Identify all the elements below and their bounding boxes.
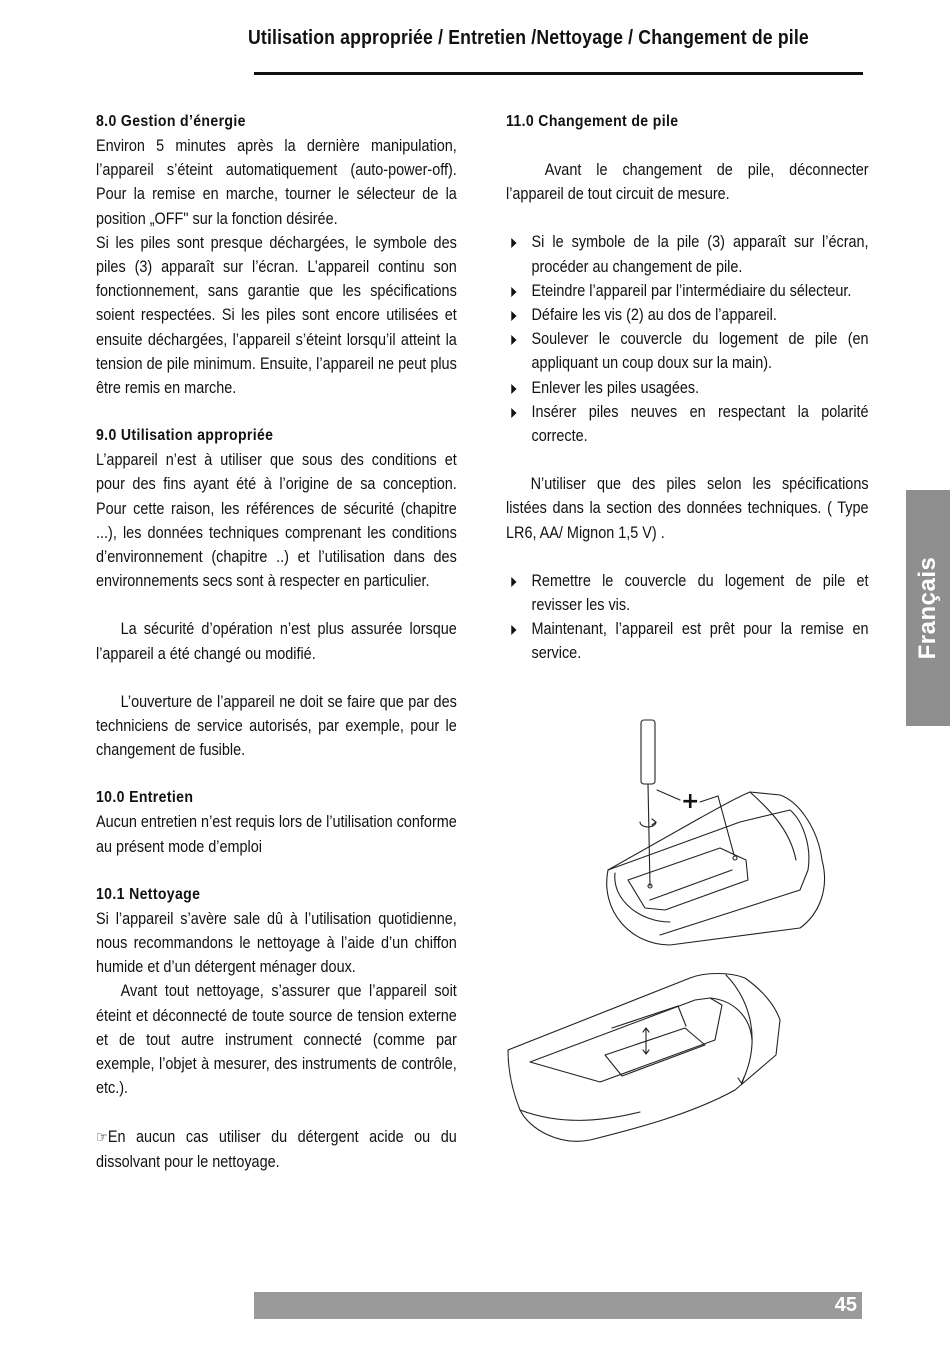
section-8-paragraph-1: Environ 5 minutes après la dernière manipulation, l’appareil s’éteint automatiquement (auto-power-off). Pour la remise en marche, tourner le sélecteur de la position „OFF" sur la fonction désirée. bbox=[96, 137, 457, 228]
triangle-right-icon bbox=[511, 384, 516, 394]
triangle-right-icon bbox=[511, 625, 516, 635]
list-item: Soulever le couvercle du logement de pile (en appliquant un coup doux sur la main). bbox=[506, 327, 869, 375]
language-tab-label: Français bbox=[914, 556, 941, 660]
footer-bar bbox=[254, 1292, 862, 1319]
triangle-right-icon bbox=[511, 287, 516, 297]
list-item: Maintenant, l’appareil est prêt pour la remise en service. bbox=[506, 617, 869, 665]
plus-label: + bbox=[681, 789, 700, 814]
section-11-intro: Avant le changement de pile, déconnecter l’appareil de tout circuit de mesure. bbox=[506, 161, 869, 204]
section-9-paragraph-2: La sécurité d’opération n’est plus assurée lorsque l’appareil a été changé ou modifié. bbox=[96, 620, 457, 663]
section-8-paragraph-2: Si les piles sont presque déchargées, le symbole des piles (3) apparaît sur l’écran. L’appareil continu son fonctionnement, sans garantie que les spécifications soient respectées. Si les piles sont encore utilisées et ensuite déchargées, l’appareil s’éteint lorsqu’il atteint la tension de pile minimum. Ensuite, l’appareil ne peut plus être remis en marche. bbox=[96, 233, 457, 398]
section-10-1-paragraph-2: Avant tout nettoyage, s’assurer que l’appareil soit éteint et déconnecté de toute source de tension externe et de tout autre instrument connecté (comme par exemple, l’objet à mesurer, des instruments de contrôle, etc.). bbox=[96, 982, 457, 1098]
cleaning-warning-text: En aucun cas utiliser du détergent acide ou du dissolvant pour le nettoyage. bbox=[96, 1127, 457, 1171]
pointing-hand-icon: ☞ bbox=[96, 1128, 108, 1146]
section-11-title: 11.0 Changement de pile bbox=[506, 113, 679, 130]
triangle-right-icon bbox=[511, 311, 516, 321]
section-10-paragraph: Aucun entretien n’est requis lors de l’utilisation conforme au présent mode d’emploi bbox=[96, 813, 457, 856]
list-item: Si le symbole de la pile (3) apparaît sur l’écran, procéder au changement de pile. bbox=[506, 230, 869, 278]
triangle-right-icon bbox=[511, 408, 516, 418]
page-header-title: Utilisation appropriée / Entretien /Nettoyage / Changement de pile bbox=[248, 26, 809, 49]
list-item: Insérer piles neuves en respectant la polarité correcte. bbox=[506, 400, 869, 448]
battery-steps-list-1 bbox=[506, 230, 869, 448]
section-10-title: 10.0 Entretien bbox=[96, 789, 194, 807]
left-column bbox=[96, 110, 456, 1174]
section-9-paragraph-1: L’appareil n’est à utiliser que sous des conditions et pour des fins ayant été à l’origine de sa conception. Pour cette raison, les références de sécurité (chapitre ...), les données techniques comprenant les conditions d’environnement (chapitre ..) et l’utilisation dans des environnements secs sont à respecter en particulier. bbox=[96, 451, 457, 591]
list-item: Remettre le couvercle du logement de pile et revisser les vis. bbox=[506, 569, 869, 617]
cleaning-warning-note bbox=[96, 1125, 457, 1174]
battery-change-illustration bbox=[500, 710, 870, 1170]
section-10-1-title: 10.1 Nettoyage bbox=[96, 885, 201, 903]
list-item: Eteindre l’appareil par l’intermédiaire du sélecteur. bbox=[506, 279, 869, 303]
battery-spec-note: N’utiliser que des piles selon les spécifications listées dans la section des données techniques. ( Type LR6, AA/ Mignon 1,5 V) . bbox=[506, 475, 869, 542]
triangle-right-icon bbox=[511, 577, 516, 587]
language-tab bbox=[906, 490, 950, 726]
section-10-1-paragraph-1: Si l’appareil s’avère sale dû à l’utilisation quotidienne, nous recommandons le nettoyage à l’aide d’un chiffon humide et d’un détergent ménager doux. bbox=[96, 909, 457, 977]
section-8-title: 8.0 Gestion d’énergie bbox=[96, 113, 246, 130]
header-rule bbox=[254, 72, 863, 75]
right-column bbox=[506, 110, 868, 666]
triangle-right-icon bbox=[511, 335, 516, 345]
list-item: Enlever les piles usagées. bbox=[506, 376, 869, 400]
section-9-paragraph-3: L’ouverture de l’appareil ne doit se faire que par des techniciens de service autorisés, par exemple, pour le changement de fusible. bbox=[96, 692, 457, 760]
list-item: Défaire les vis (2) au dos de l’appareil. bbox=[506, 303, 869, 327]
page-number: 45 bbox=[834, 1294, 857, 1316]
section-9-title: 9.0 Utilisation appropriée bbox=[96, 427, 274, 445]
battery-steps-list-2 bbox=[506, 569, 869, 666]
triangle-right-icon bbox=[511, 238, 516, 248]
